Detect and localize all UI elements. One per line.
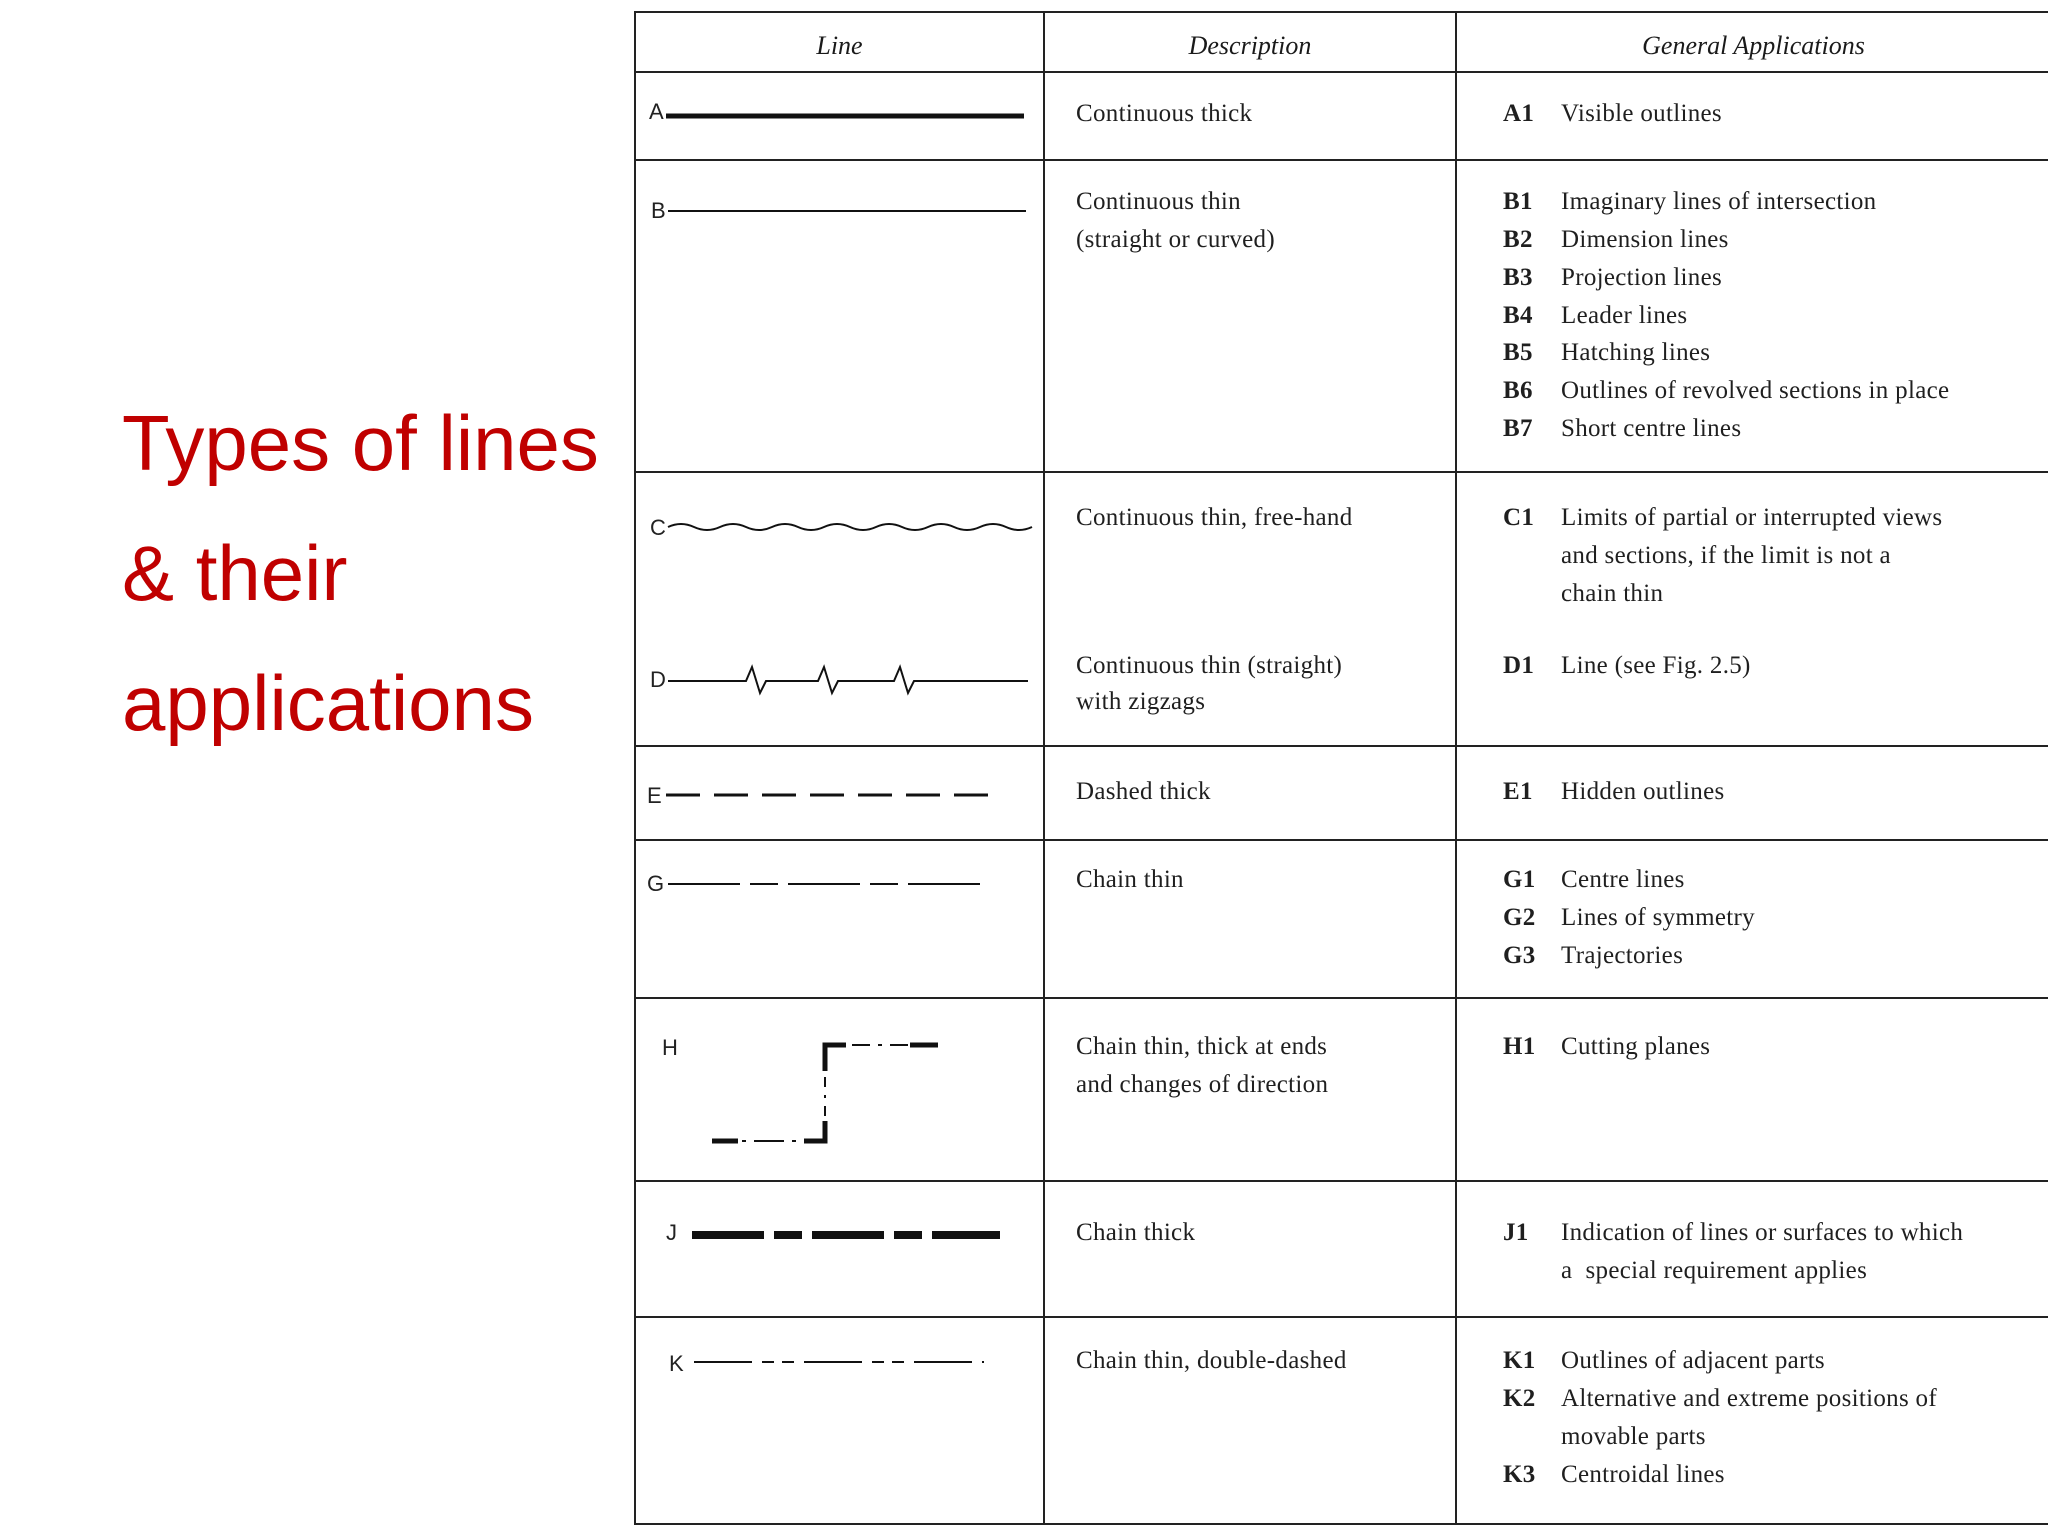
description-line: Continuous thick	[1076, 100, 1253, 127]
line-letter: J	[666, 1220, 677, 1245]
slide-title	[122, 378, 642, 768]
application-text: Projection lines	[1561, 264, 1723, 291]
line-letter: A	[649, 99, 664, 124]
column-divider	[1043, 13, 1045, 1523]
application-text: Centre lines	[1561, 866, 1685, 893]
application-code: G3	[1503, 942, 1536, 969]
line-sample-continuous-thin	[668, 201, 1048, 221]
line-letter: K	[669, 1351, 684, 1376]
description-line: Chain thin	[1076, 866, 1184, 893]
description-line: Continuous thin, free-hand	[1076, 504, 1353, 531]
line-letter: G	[647, 871, 665, 896]
description-line: Chain thick	[1076, 1219, 1196, 1246]
application-text: Hidden outlines	[1561, 778, 1725, 805]
application-code: A1	[1503, 100, 1535, 127]
line-sample-double-dashed	[694, 1352, 1014, 1372]
application-code: K1	[1503, 1347, 1536, 1374]
line-letter: H	[662, 1035, 678, 1060]
application-code: G1	[1503, 866, 1536, 893]
line-sample-chain-thick	[692, 1225, 1012, 1245]
row-divider	[636, 997, 2048, 999]
application-code: B3	[1503, 264, 1533, 291]
row-divider	[636, 1180, 2048, 1182]
application-text: Leader lines	[1561, 302, 1688, 329]
description-line: Chain thin, thick at ends	[1076, 1033, 1328, 1060]
description-line: and changes of direction	[1076, 1071, 1329, 1098]
application-code: B2	[1503, 226, 1533, 253]
row-divider	[636, 839, 2048, 841]
description-line: Dashed thick	[1076, 778, 1211, 805]
application-text: Cutting planes	[1561, 1033, 1711, 1060]
line-sample-continuous-thick	[666, 106, 1046, 126]
application-text: Limits of partial or interrupted views	[1561, 504, 1943, 531]
line-letter: B	[651, 198, 666, 223]
description-line: with zigzags	[1076, 688, 1206, 715]
application-code: D1	[1503, 652, 1535, 679]
line-sample-zigzag	[668, 659, 1048, 703]
application-text: Lines of symmetry	[1561, 904, 1755, 931]
row-divider	[636, 1316, 2048, 1318]
application-code: B6	[1503, 377, 1533, 404]
title-line-1: Types of lines	[122, 399, 599, 487]
application-text: chain thin	[1561, 580, 1664, 607]
title-line-3: applications	[122, 659, 534, 747]
application-text: Indication of lines or surfaces to which	[1561, 1219, 1964, 1246]
description-line: Continuous thin	[1076, 188, 1241, 215]
header-applications: General Applications	[1642, 31, 1865, 60]
description-line: Chain thin, double-dashed	[1076, 1347, 1347, 1374]
application-text: and sections, if the limit is not a	[1561, 542, 1891, 569]
application-text: Visible outlines	[1561, 100, 1722, 127]
line-sample-freehand	[668, 515, 1048, 539]
line-sample-dashed-thick	[666, 785, 1046, 805]
application-code: B7	[1503, 415, 1533, 442]
application-code: C1	[1503, 504, 1535, 531]
application-text: Imaginary lines of intersection	[1561, 188, 1877, 215]
application-text: Alternative and extreme positions of	[1561, 1385, 1937, 1412]
application-code: E1	[1503, 778, 1533, 805]
application-code: B5	[1503, 339, 1533, 366]
application-text: Trajectories	[1561, 942, 1684, 969]
application-text: Dimension lines	[1561, 226, 1729, 253]
application-text: Line (see Fig. 2.5)	[1561, 652, 1751, 679]
line-types-table	[634, 11, 2048, 1525]
application-code: B1	[1503, 188, 1533, 215]
application-text: Outlines of adjacent parts	[1561, 1347, 1825, 1374]
header-line: Line	[816, 31, 863, 60]
column-divider	[1455, 13, 1457, 1523]
line-letter: D	[650, 667, 666, 692]
application-text: Short centre lines	[1561, 415, 1742, 442]
application-code: J1	[1503, 1219, 1529, 1246]
application-text: movable parts	[1561, 1423, 1706, 1450]
row-divider	[636, 159, 2048, 161]
application-code: H1	[1503, 1033, 1536, 1060]
application-text: Centroidal lines	[1561, 1461, 1725, 1488]
line-sample-chain-thin	[668, 874, 1048, 894]
line-sample-cutting-plane	[676, 1033, 1016, 1153]
application-code: B4	[1503, 302, 1533, 329]
application-code: K3	[1503, 1461, 1536, 1488]
description-line: Continuous thin (straight)	[1076, 652, 1343, 679]
title-line-2: & their	[122, 529, 348, 617]
application-text: a special requirement applies	[1561, 1257, 1868, 1284]
line-letter: C	[650, 515, 666, 540]
application-code: K2	[1503, 1385, 1536, 1412]
row-divider	[636, 471, 2048, 473]
application-code: G2	[1503, 904, 1536, 931]
line-letter: E	[647, 783, 662, 808]
row-divider	[636, 71, 2048, 73]
application-text: Outlines of revolved sections in place	[1561, 377, 1950, 404]
description-line: (straight or curved)	[1076, 226, 1275, 253]
row-divider	[636, 745, 2048, 747]
header-description: Description	[1188, 31, 1312, 60]
application-text: Hatching lines	[1561, 339, 1711, 366]
